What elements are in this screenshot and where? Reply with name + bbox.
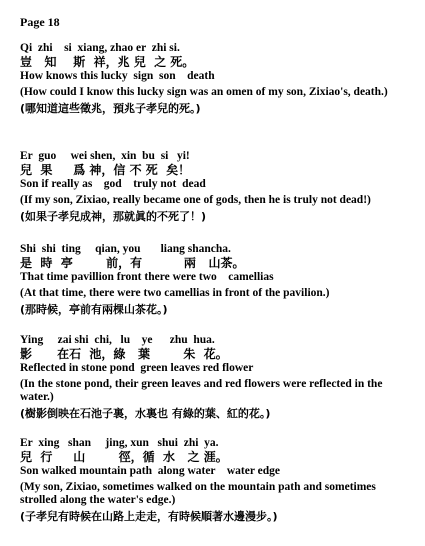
pinyin-line: Ying zai shi chi, lu ye zhu hua. (20, 334, 215, 346)
english-translation: (If my son, Zixiao, really became one of gods, then he is truly not dead!) (20, 194, 371, 206)
page-number: Page 18 (20, 15, 60, 29)
gloss-line: That time pavillion front there were two camellias (20, 271, 274, 283)
verse-5 (20, 437, 415, 523)
hanzi-line: 豈 知 斯 祥，兆 兒 之 死。 (20, 55, 195, 69)
gloss-line: Son walked mountain path along water water edge (20, 465, 280, 477)
hanzi-line: 是 時 亭 前，有 兩 山茶。 (20, 256, 245, 270)
english-translation: (At that time, there were two camellias in front of the pavilion.) (20, 287, 330, 299)
pinyin-line: Qi zhi si xiang, zhao er zhi si. (20, 42, 180, 54)
pinyin-line: Er xing shan jing, xun shui zhi ya. (20, 437, 219, 449)
chinese-translation: (哪知道這些徵兆，預兆子孝兒的死。) (20, 102, 201, 115)
chinese-translation: (樹影倒映在石池子裏，水裏也 有綠的葉、紅的花。) (20, 407, 271, 420)
verse-4 (20, 334, 415, 420)
pinyin-line: Shi shi ting qian, you liang shancha. (20, 243, 231, 255)
english-translation: (How could I know this lucky sign was an omen of my son, Zixiao's, death.) (20, 86, 388, 98)
chinese-translation: (如果子孝兒成神，那就眞的不死了！) (20, 210, 207, 223)
pinyin-line: Er guo wei shen, xin bu si yi! (20, 150, 190, 162)
english-translation: (My son, Zixiao, sometimes walked on the mountain path and sometimes strolled along the water's edge.) (20, 481, 376, 506)
gloss-line: How knows this lucky sign son death (20, 70, 215, 82)
hanzi-line: 兒 行 山 徑，循 水 之 涯。 (20, 450, 228, 464)
verse-2 (20, 150, 415, 223)
chinese-translation: (那時候，亭前有兩棵山茶花。) (20, 303, 168, 316)
verse-3 (20, 243, 415, 316)
hanzi-line: 影 在石 池，綠 葉 朱 花。 (20, 347, 228, 361)
gloss-line: Reflected in stone pond green leaves red flower (20, 362, 254, 374)
chinese-translation: (子孝兒有時候在山路上走走，有時候順著水邊漫步。) (20, 510, 278, 523)
english-translation: (In the stone pond, their green leaves and red flowers were reflected in the water.) (20, 378, 383, 403)
gloss-line: Son if really as god truly not dead (20, 178, 206, 190)
verse-1 (20, 42, 415, 115)
hanzi-line: 兒 果 爲 神，信 不 死 矣！ (20, 163, 191, 177)
